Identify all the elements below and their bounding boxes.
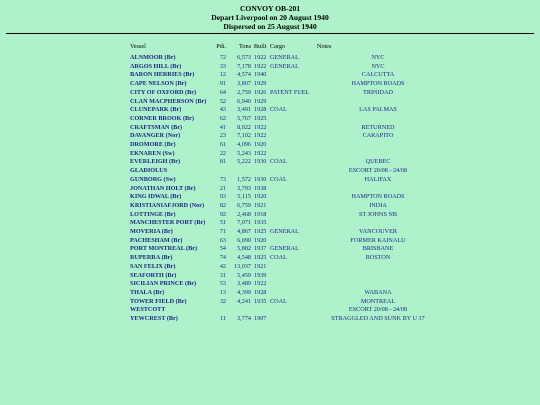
notes-cell: [314, 272, 442, 281]
built-cell: 1921: [254, 201, 267, 209]
pdt-cell: 64: [219, 88, 226, 96]
notes-cell: [314, 98, 442, 107]
vessel-cell: JONATHAN HOLT (Br): [130, 184, 196, 192]
table-row: [130, 245, 442, 254]
built-cell: 1940: [254, 71, 267, 79]
notes-cell: LAS PALMAS: [359, 106, 397, 114]
cargo-cell: [270, 280, 314, 289]
tons-cell: 2,468: [237, 210, 251, 218]
pdt-cell: 93: [219, 193, 226, 201]
built-cell: 1935: [254, 297, 267, 305]
table-row: [130, 141, 442, 150]
vessel-cell: GLADIOLUS: [130, 167, 168, 175]
pdt-cell: 71: [219, 228, 226, 236]
pdt-cell: 91: [219, 80, 226, 88]
table-row: [130, 158, 442, 167]
notes-cell: VANCOUVER: [358, 228, 398, 236]
pdt-cell: 81: [219, 158, 226, 166]
table-row: [130, 315, 442, 324]
tons-cell: 7,071: [237, 219, 251, 227]
built-cell: 1938: [254, 184, 267, 192]
vessel-cell: PACHESHAM (Br): [130, 236, 183, 244]
table-row: [130, 228, 442, 237]
tons-cell: 4,241: [237, 297, 251, 305]
notes-cell: HALIFAX: [364, 175, 392, 183]
cargo-cell: [270, 272, 314, 281]
tons-cell: 13,037: [233, 262, 251, 270]
tons-cell: 8,022: [237, 123, 251, 131]
built-cell: 1920: [254, 141, 267, 149]
cargo-cell: [270, 141, 314, 150]
pdt-cell: 82: [219, 201, 226, 209]
built-cell: 1920: [254, 193, 267, 201]
vessel-cell: PORT MONTREAL (Br): [130, 245, 198, 253]
vessel-cell: ARGOS HILL (Br): [130, 62, 182, 70]
vessel-cell: DROMORE (Br): [130, 141, 176, 149]
vessel-cell: EKNAREN (Sw): [130, 149, 175, 157]
table-row: [130, 124, 442, 133]
tons-cell: 7,178: [237, 62, 251, 70]
notes-cell: ESCORT 20/08 - 24/08: [348, 167, 408, 175]
pdt-cell: 52: [219, 97, 226, 105]
vessel-cell: MANCHESTER PORT (Br): [130, 219, 206, 227]
table-row: [130, 106, 442, 115]
pdt-cell: 33: [219, 62, 226, 70]
column-header-built: Built: [254, 43, 267, 50]
table-row: [130, 54, 442, 63]
vessel-cell: DAVANGER (Nor): [130, 132, 181, 140]
tons-cell: 1,572: [237, 175, 251, 183]
notes-cell: WABANA: [364, 288, 392, 296]
pdt-cell: 23: [219, 132, 226, 140]
pdt-cell: 92: [219, 210, 226, 218]
column-header-notes: Notes: [317, 43, 332, 50]
tons-cell: 5,115: [237, 193, 251, 201]
built-cell: 1922: [254, 123, 267, 131]
tons-cell: [229, 306, 254, 315]
cargo-cell: [270, 315, 314, 324]
notes-cell: FORMER KAINALU: [350, 236, 406, 244]
vessel-cell: MOVERIA (Br): [130, 228, 173, 236]
pdt-cell: 51: [219, 219, 226, 227]
table-body: [130, 54, 442, 324]
notes-cell: [314, 141, 442, 150]
pdt-cell: 62: [219, 114, 226, 122]
pdt-cell: 12: [219, 71, 226, 79]
notes-cell: RETURNED: [361, 123, 395, 131]
vessel-cell: SEAFORTH (Br): [130, 271, 177, 279]
table-row: [130, 237, 442, 246]
pdt-cell: 54: [219, 245, 226, 253]
notes-cell: CARAPITO: [362, 132, 394, 140]
built-cell: 1922: [254, 149, 267, 157]
table-row: [130, 115, 442, 124]
cargo-cell: [270, 80, 314, 89]
built-cell: 1926: [254, 88, 267, 96]
table-row: [130, 89, 442, 98]
tons-cell: 5,243: [237, 149, 251, 157]
table-row: [130, 298, 442, 307]
table-row: [130, 289, 442, 298]
tons-cell: 4,096: [237, 141, 251, 149]
built-cell: 1925: [254, 228, 267, 236]
pdt-cell: 21: [219, 184, 226, 192]
vessel-cell: WESTCOTT: [130, 306, 166, 314]
cargo-cell: [270, 193, 314, 202]
vessel-cell: LOTTINGE (Br): [130, 210, 176, 218]
pdt-cell: 13: [219, 288, 226, 296]
cargo-cell: [270, 132, 314, 141]
cargo-cell: COAL: [270, 175, 287, 183]
tons-cell: 6,759: [237, 201, 251, 209]
table-row: [130, 211, 442, 220]
vessel-cell: CITY OF OXFORD (Br): [130, 88, 197, 96]
table-header-row: [130, 43, 442, 54]
notes-cell: CALCUTTA: [361, 71, 395, 79]
built-cell: 1918: [254, 210, 267, 218]
table-row: [130, 132, 442, 141]
built-cell: 1929: [254, 80, 267, 88]
vessel-cell: CORNER BROOK (Br): [130, 114, 194, 122]
table-row: [130, 98, 442, 107]
tons-cell: 3,807: [237, 80, 251, 88]
cargo-cell: [270, 150, 314, 159]
tons-cell: [229, 167, 254, 176]
cargo-cell: COAL: [270, 254, 287, 262]
vessel-cell: CLAN MACPHERSON (Br): [130, 97, 207, 105]
pdt-cell: 74: [219, 254, 226, 262]
table-row: [130, 167, 442, 176]
cargo-cell: COAL: [270, 106, 287, 114]
page-header: [0, 4, 540, 31]
vessel-cell: YEWCREST (Br): [130, 315, 178, 323]
tons-cell: 3,774: [237, 315, 251, 323]
horizontal-rule: [6, 33, 534, 34]
cargo-cell: [270, 202, 314, 211]
table-row: [130, 80, 442, 89]
notes-cell: MONTREAL: [360, 297, 396, 305]
cargo-cell: GENERAL: [270, 62, 299, 70]
built-cell: 1921: [254, 262, 267, 270]
cargo-cell: [270, 263, 314, 272]
table-row: [130, 219, 442, 228]
tons-cell: 6,573: [237, 54, 251, 61]
cargo-cell: [270, 289, 314, 298]
cargo-cell: GENERAL: [270, 228, 299, 236]
column-header-vessel: Vessel: [130, 43, 146, 50]
column-header-cargo: Cargo: [270, 43, 286, 50]
cargo-cell: GENERAL: [270, 245, 299, 253]
pdt-cell: 53: [219, 280, 226, 288]
pdt-cell: 41: [219, 123, 226, 131]
notes-cell: INDIA: [369, 201, 387, 209]
vessel-cell: EVERLEIGH (Br): [130, 158, 181, 166]
column-header-pdt: Pdt.: [216, 43, 226, 50]
tons-cell: 2,759: [237, 88, 251, 96]
page-title: CONVOY OB-201: [239, 4, 301, 13]
notes-cell: NYC: [371, 54, 385, 61]
notes-cell: ST JOHNS NB: [358, 210, 398, 218]
table-row: [130, 306, 442, 315]
table-row: [130, 193, 442, 202]
table-row: [130, 263, 442, 272]
tons-cell: 4,867: [237, 228, 251, 236]
table-row: [130, 280, 442, 289]
dispersed-line: Dispersed on 25 August 1940: [223, 22, 317, 31]
tons-cell: 7,102: [237, 132, 251, 140]
tons-cell: 4,548: [237, 254, 251, 262]
vessel-cell: ALNMOOR (Br): [130, 54, 176, 61]
vessel-cell: KING IDWAL (Br): [130, 193, 182, 201]
cargo-cell: PATENT FUEL: [270, 88, 310, 96]
built-cell: 1939: [254, 271, 267, 279]
built-cell: 1922: [254, 54, 267, 61]
pdt-cell: 61: [219, 141, 226, 149]
cargo-cell: [270, 71, 314, 80]
convoy-table: [130, 43, 442, 324]
depart-line: Depart Liverpool on 20 August 1940: [211, 13, 329, 22]
pdt-cell: 31: [219, 271, 226, 279]
notes-cell: [314, 185, 442, 194]
pdt-cell: [214, 306, 229, 315]
built-cell: 1930: [254, 158, 267, 166]
pdt-cell: 11: [220, 315, 226, 323]
tons-cell: 3,793: [237, 184, 251, 192]
notes-cell: [314, 115, 442, 124]
vessel-cell: TOWER FIELD (Br): [130, 297, 187, 305]
built-cell: 1928: [254, 288, 267, 296]
built-cell: 1935: [254, 219, 267, 227]
pdt-cell: 22: [219, 149, 226, 157]
table-row: [130, 254, 442, 263]
built-cell: 1925: [254, 254, 267, 262]
vessel-cell: SAN FELIX (Br): [130, 262, 176, 270]
built-cell: 1920: [254, 236, 267, 244]
notes-cell: NYC: [371, 62, 385, 70]
notes-cell: [314, 263, 442, 272]
built-cell: [254, 306, 270, 315]
tons-cell: 6,940: [237, 97, 251, 105]
table-row: [130, 272, 442, 281]
pdt-cell: 63: [219, 236, 226, 244]
column-header-tons: Tons: [239, 43, 251, 50]
pdt-cell: 72: [219, 54, 226, 61]
table-row: [130, 185, 442, 194]
table-row: [130, 150, 442, 159]
notes-cell: BOSTON: [365, 254, 391, 262]
cargo-cell: [270, 219, 314, 228]
notes-cell: BRISBANE: [362, 245, 394, 253]
notes-cell: TRINIDAD: [363, 88, 393, 96]
vessel-cell: THALA (Br): [130, 288, 165, 296]
tons-cell: 4,399: [237, 288, 251, 296]
table-row: [130, 176, 442, 185]
cargo-cell: [270, 211, 314, 220]
cargo-cell: [270, 167, 314, 176]
built-cell: [254, 167, 270, 176]
tons-cell: 5,767: [237, 114, 251, 122]
notes-cell: STRAGGLED AND SUNK BY U 37: [331, 315, 425, 323]
cargo-cell: [270, 98, 314, 107]
tons-cell: 4,574: [237, 71, 251, 79]
cargo-cell: COAL: [270, 158, 287, 166]
notes-cell: HAMPTON ROADS: [351, 193, 405, 201]
notes-cell: [314, 280, 442, 289]
notes-cell: HAMPTON ROADS: [351, 80, 405, 88]
pdt-cell: 42: [219, 262, 226, 270]
tons-cell: 3,489: [237, 280, 251, 288]
vessel-cell: KRISTIANIAFJORD (Nor): [130, 201, 205, 209]
table-row: [130, 202, 442, 211]
pdt-cell: 73: [219, 175, 226, 183]
notes-cell: QUEBEC: [365, 158, 391, 166]
built-cell: 1937: [254, 245, 267, 253]
cargo-cell: GENERAL: [270, 54, 299, 61]
cargo-cell: [270, 185, 314, 194]
table-row: [130, 71, 442, 80]
built-cell: 1928: [254, 106, 267, 114]
pdt-cell: 43: [219, 106, 226, 114]
built-cell: 1922: [254, 62, 267, 70]
built-cell: 1930: [254, 175, 267, 183]
pdt-cell: [214, 167, 229, 176]
cargo-cell: [270, 115, 314, 124]
vessel-cell: CRAFTSMAN (Br): [130, 123, 183, 131]
notes-cell: ESCORT 20/08 - 24/08: [348, 306, 408, 314]
tons-cell: 6,090: [237, 236, 251, 244]
vessel-cell: GUNBORG (Sw): [130, 175, 176, 183]
vessel-cell: SICILIAN PRINCE (Br): [130, 280, 197, 288]
built-cell: 1907: [254, 315, 267, 323]
built-cell: 1922: [254, 280, 267, 288]
notes-cell: [314, 150, 442, 159]
notes-cell: [314, 219, 442, 228]
table-row: [130, 63, 442, 72]
built-cell: 1922: [254, 132, 267, 140]
vessel-cell: CLUNEPARK (Br): [130, 106, 182, 114]
tons-cell: 5,222: [237, 158, 251, 166]
pdt-cell: 32: [219, 297, 226, 305]
tons-cell: 5,459: [237, 271, 251, 279]
tons-cell: 3,491: [237, 106, 251, 114]
tons-cell: 5,882: [237, 245, 251, 253]
vessel-cell: CAPE NELSON (Br): [130, 80, 187, 88]
built-cell: 1929: [254, 97, 267, 105]
cargo-cell: [270, 237, 314, 246]
cargo-cell: [270, 306, 314, 315]
built-cell: 1925: [254, 114, 267, 122]
vessel-cell: BARON HERRIES (Br): [130, 71, 195, 79]
cargo-cell: [270, 124, 314, 133]
cargo-cell: COAL: [270, 297, 287, 305]
vessel-cell: RUPERRA (Br): [130, 254, 173, 262]
